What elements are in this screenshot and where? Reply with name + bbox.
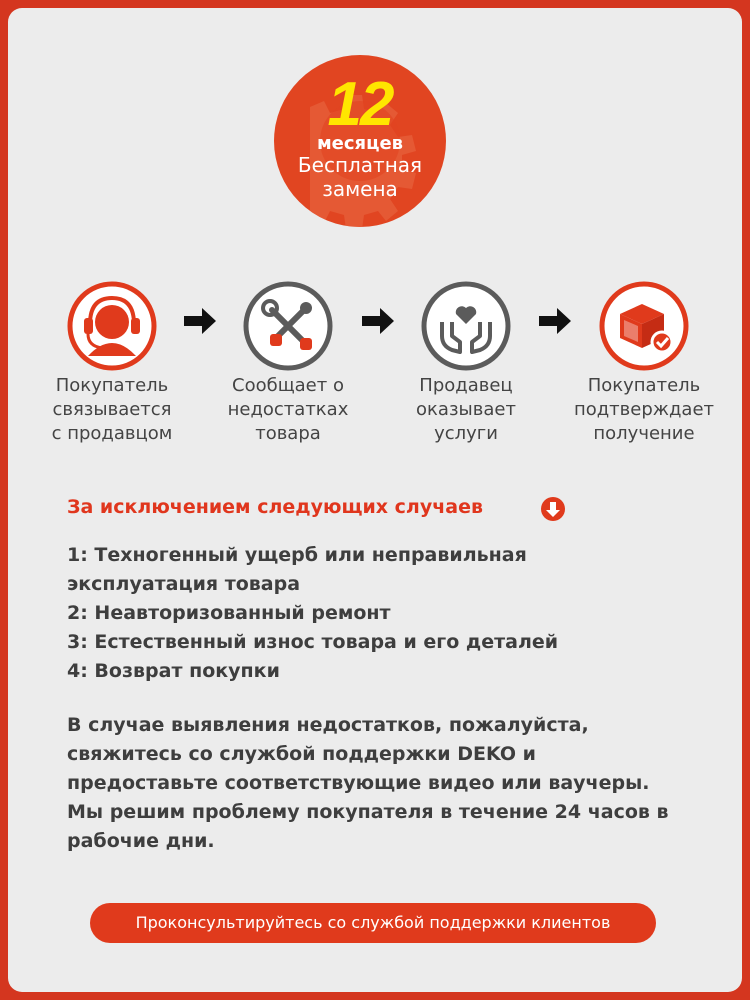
arrow-down-circle-icon: [540, 496, 566, 522]
support-notice: В случае выявления недостатков, пожалуйста, свяжитесь со службой поддержки DEKO и предоставьте соответствующие видео или ваучеры. Мы решим проблему покупателя в течение 24 часов в рабочие дни.: [67, 714, 669, 852]
warranty-badge: [274, 55, 446, 227]
exceptions-list: [67, 541, 687, 686]
package-check-icon: [598, 280, 690, 372]
exceptions-title: За исключением следующих случаев: [67, 496, 483, 518]
list-item: 3: Естественный износ товара и его деталей: [67, 631, 559, 653]
headset-support-icon: [66, 280, 158, 372]
badge-number: 12: [327, 70, 393, 139]
tools-icon: [242, 280, 334, 372]
arrow-right-icon: [360, 306, 396, 336]
arrow-right-icon: [537, 306, 573, 336]
badge-line-2: замена: [322, 177, 398, 201]
list-item: 4: Возврат покупки: [67, 660, 280, 682]
badge-line-1: Бесплатная: [297, 153, 423, 177]
arrow-right-icon: [182, 306, 218, 336]
step-label-service: Продавец оказывает услуги: [416, 375, 516, 444]
list-item: 2: Неавторизованный ремонт: [67, 602, 391, 624]
step-label-contact: Покупатель связывается с продавцом: [51, 375, 173, 444]
list-item: 1: Техногенный ущерб или неправильная: [67, 544, 527, 566]
badge-unit: месяцев: [316, 133, 404, 154]
list-item: эксплуатация товара: [67, 573, 301, 595]
step-label-confirm: Покупатель подтверждает получение: [573, 375, 715, 444]
step-label-report: Сообщает о недостатках товара: [227, 375, 349, 444]
consult-support-button[interactable]: Проконсультируйтесь со службой поддержки клиентов: [90, 903, 656, 943]
heart-hands-icon: [420, 280, 512, 372]
